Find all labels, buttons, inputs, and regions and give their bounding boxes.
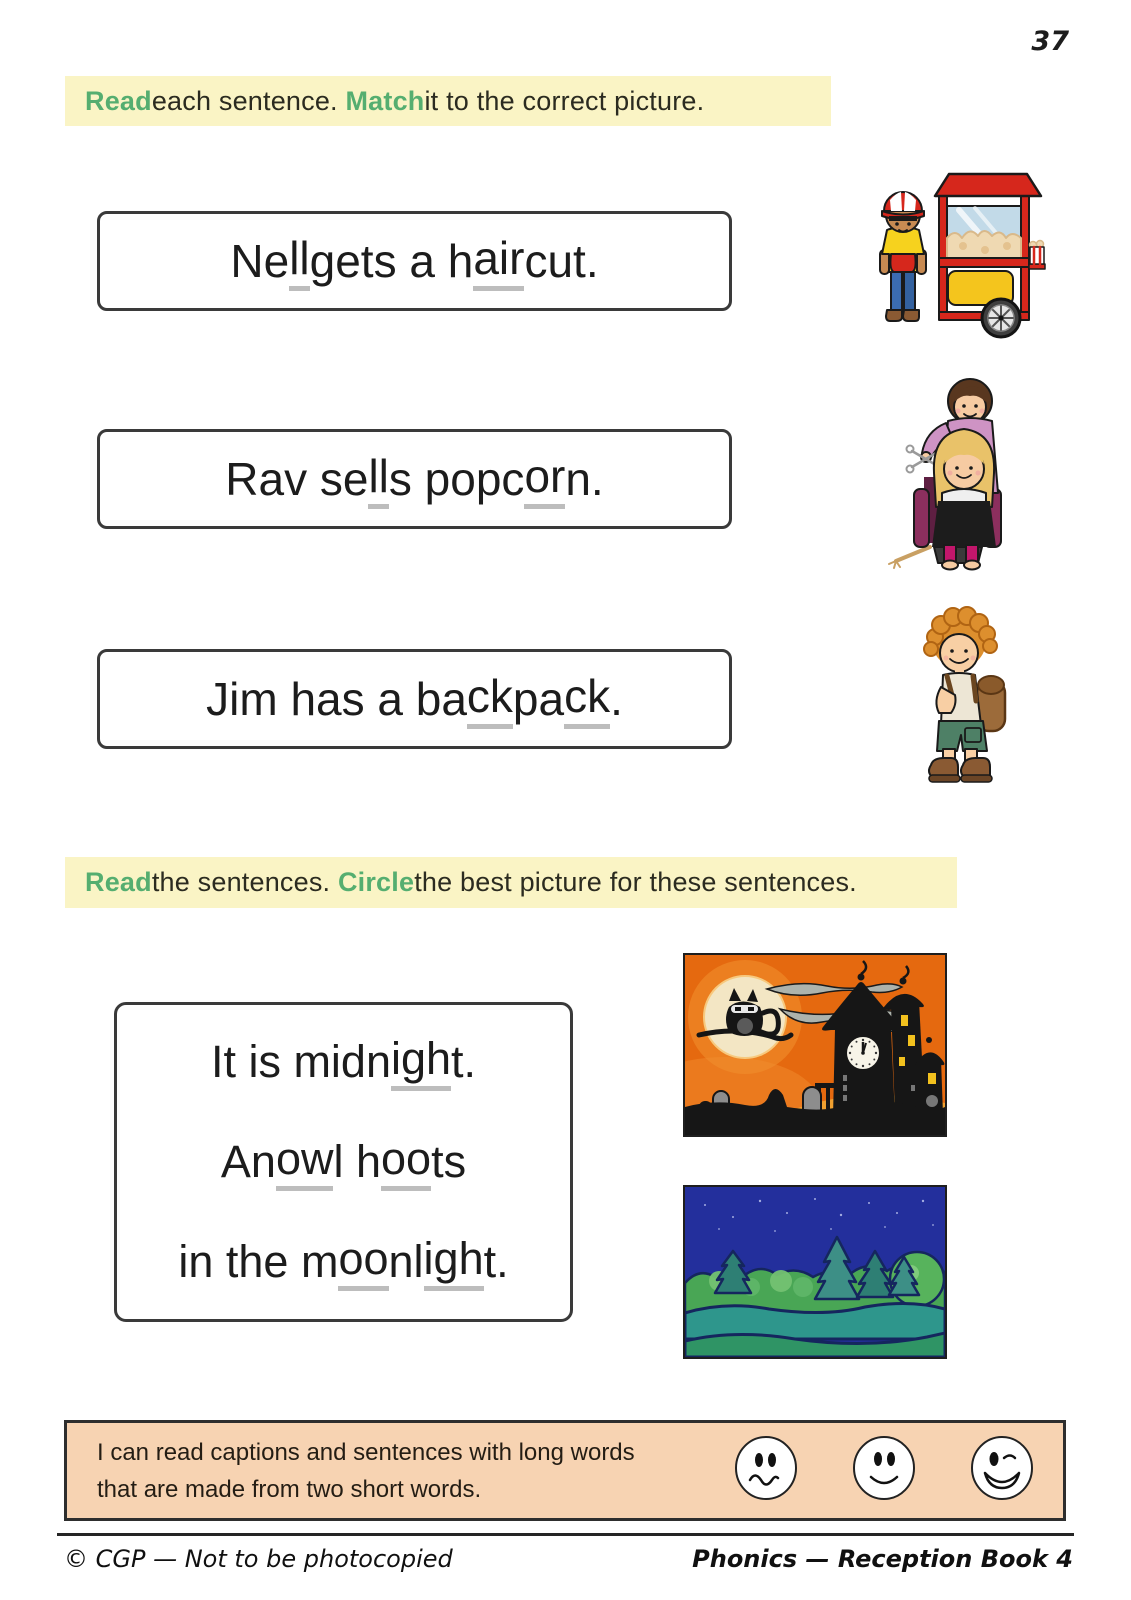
footer-copyright: © CGP — Not to be photocopied bbox=[64, 1545, 453, 1573]
assessment-statement bbox=[67, 1434, 635, 1508]
sentence-box-haircut: Ne ll gets a h air cut. bbox=[97, 211, 732, 311]
instruction-banner-match: Read each sentence. Match it to the correct picture. bbox=[65, 76, 831, 126]
moonlit-forest-lake-illustration bbox=[683, 1185, 947, 1359]
wink-smile-face-icon bbox=[969, 1435, 1035, 1506]
sentence-line-1: It is midn igh t. bbox=[117, 1012, 570, 1112]
assessment-line-2: that are made from two short words. bbox=[97, 1475, 482, 1503]
self-assessment-bar bbox=[64, 1420, 1066, 1521]
footer-book-title: Phonics — Reception Book 4 bbox=[692, 1545, 1073, 1573]
haircut-illustration bbox=[878, 371, 1036, 571]
backpack-boy-illustration bbox=[895, 601, 1030, 785]
page-number: 37 bbox=[1031, 26, 1069, 57]
assessment-line-1: I can read captions and sentences with long words bbox=[97, 1438, 635, 1466]
instruction-banner-circle: Read the sentences. Circle the best picture for these sentences. bbox=[65, 857, 957, 908]
sentence-line-3: in the m oo nl igh t. bbox=[117, 1212, 570, 1312]
footer-divider bbox=[57, 1533, 1074, 1536]
sentence-line-2: An ow l h oo ts bbox=[117, 1112, 570, 1212]
assessment-faces bbox=[733, 1435, 1063, 1506]
popcorn-cart-illustration bbox=[851, 166, 1047, 340]
smile-face-icon bbox=[851, 1435, 917, 1506]
sentence-box-backpack: Jim has a ba ck pa ck . bbox=[97, 649, 732, 749]
unsure-face-icon bbox=[733, 1435, 799, 1506]
sentence-box-midnight bbox=[114, 1002, 573, 1322]
midnight-haunted-house-illustration bbox=[683, 953, 947, 1137]
sentence-box-popcorn: Rav se ll s popc or n. bbox=[97, 429, 732, 529]
